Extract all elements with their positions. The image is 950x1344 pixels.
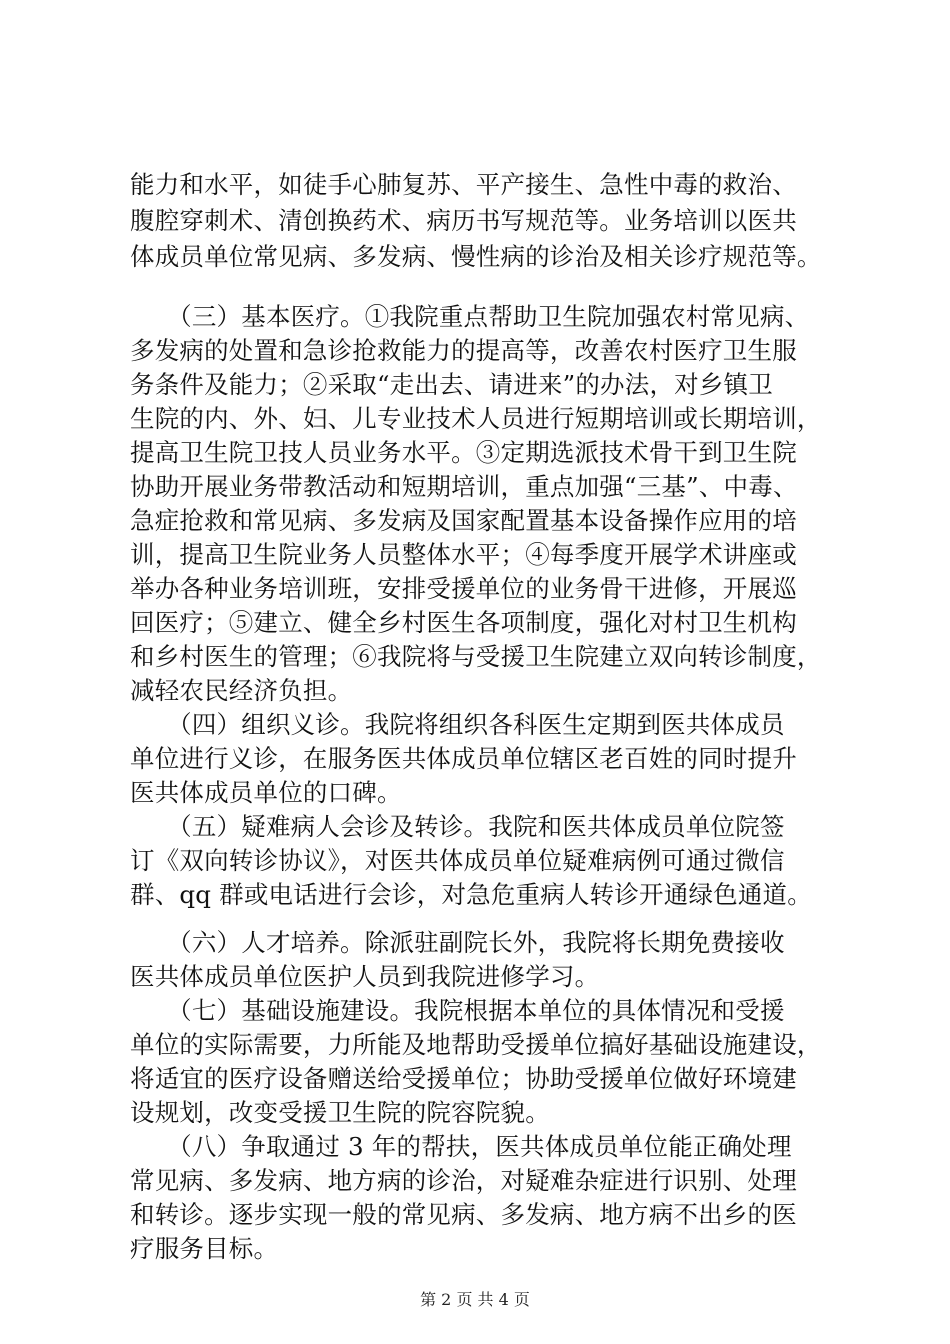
body-text-line: 疗服务目标。 xyxy=(130,1234,279,1263)
body-text-line: （五）疑难病人会诊及转诊。我院和医共体成员单位院签 xyxy=(130,812,785,841)
body-text-line: （六）人才培养。除派驻副院长外，我院将长期免费接收 xyxy=(130,928,785,957)
body-text-line: 体成员单位常见病、多发病、慢性病的诊治及相关诊疗规范等。 xyxy=(130,242,822,271)
body-text-line: 多发病的处置和急诊抢救能力的提高等，改善农村医疗卫生服 xyxy=(130,336,797,365)
body-text-line: 腹腔穿刺术、清创换药术、病历书写规范等。业务培训以医共 xyxy=(130,206,797,235)
body-text-line: （四）组织义诊。我院将组织各科医生定期到医共体成员 xyxy=(130,710,785,739)
body-text-line: 设规划，改变受援卫生院的院容院貌。 xyxy=(130,1098,550,1127)
body-text-line: 生院的内、外、妇、儿专业技术人员进行短期培训或长期培训， xyxy=(130,404,822,433)
body-text-line: 能力和水平，如徒手心肺复苏、平产接生、急性中毒的救治、 xyxy=(130,170,797,199)
body-text-line: 群、qq 群或电话进行会诊，对急危重病人转诊开通绿色通道。 xyxy=(130,880,812,909)
body-text-line: 医共体成员单位医护人员到我院进修学习。 xyxy=(130,962,600,991)
body-text-line: 减轻农民经济负担。 xyxy=(130,676,353,705)
body-text-line: 和转诊。逐步实现一般的常见病、多发病、地方病不出乡的医 xyxy=(130,1200,797,1229)
body-text-line: 务条件及能力；②采取“走出去、请进来”的办法，对乡镇卫 xyxy=(130,370,773,399)
body-text-line: 医共体成员单位的口碑。 xyxy=(130,778,402,807)
body-text-line: 和乡村医生的管理；⑥我院将与受援卫生院建立双向转诊制度， xyxy=(130,642,822,671)
body-text-line: 训，提高卫生院业务人员整体水平；④每季度开展学术讲座或 xyxy=(130,540,797,569)
body-text-line: （七）基础设施建设。我院根据本单位的具体情况和受援 xyxy=(130,996,785,1025)
body-text-line: 提高卫生院卫技人员业务水平。③定期选派技术骨干到卫生院 xyxy=(130,438,797,467)
body-text-line: 订《双向转诊协议》，对医共体成员单位疑难病例可通过微信 xyxy=(130,846,785,875)
body-text-line: 单位进行义诊，在服务医共体成员单位辖区老百姓的同时提升 xyxy=(130,744,797,773)
body-text-line: （三）基本医疗。①我院重点帮助卫生院加强农村常见病、 xyxy=(130,302,810,331)
body-text-line: 急症抢救和常见病、多发病及国家配置基本设备操作应用的培 xyxy=(130,506,797,535)
body-text-line: 单位的实际需要，力所能及地帮助受援单位搞好基础设施建设， xyxy=(130,1030,822,1059)
body-text-line: （八）争取通过 3 年的帮扶，医共体成员单位能正确处理 xyxy=(130,1132,792,1161)
page-number-footer: 第 2 页 共 4 页 xyxy=(420,1290,530,1309)
body-text-line: 协助开展业务带教活动和短期培训，重点加强“三基”、中毒、 xyxy=(130,472,798,501)
body-text-line: 回医疗；⑤建立、健全乡村医生各项制度，强化对村卫生机构 xyxy=(130,608,797,637)
body-text-line: 举办各种业务培训班，安排受援单位的业务骨干进修，开展巡 xyxy=(130,574,797,603)
body-text-line: 常见病、多发病、地方病的诊治，对疑难杂症进行识别、处理 xyxy=(130,1166,797,1195)
body-text-line: 将适宜的医疗设备赠送给受援单位；协助受援单位做好环境建 xyxy=(130,1064,797,1093)
